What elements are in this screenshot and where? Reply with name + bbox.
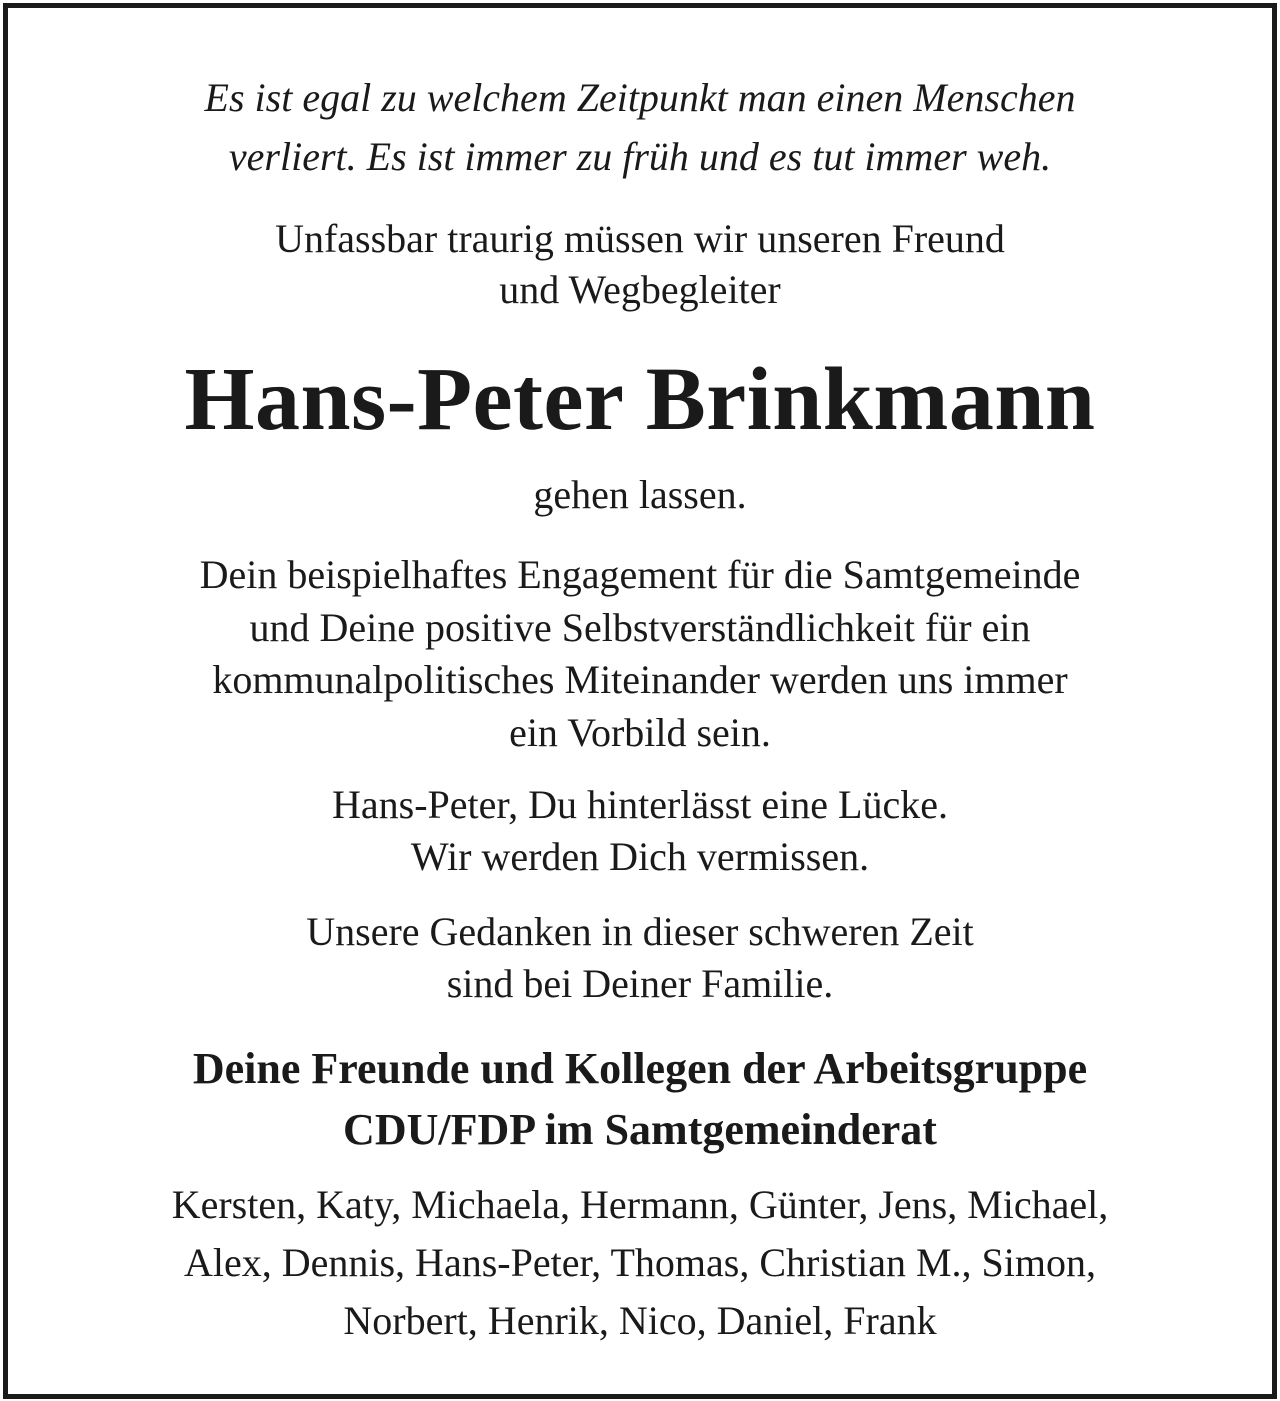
tribute-line: ein Vorbild sein.	[509, 709, 771, 755]
signature-line: Deine Freunde und Kollegen der Arbeitsgruppe	[192, 1044, 1088, 1093]
intro-line: Unfassbar traurig müssen wir unseren Freund	[275, 216, 1005, 261]
obituary-frame	[3, 3, 1277, 1399]
farewell-paragraph	[8, 779, 1272, 883]
condolence-line: sind bei Deiner Familie.	[446, 961, 834, 1006]
after-name-text: gehen lassen.	[533, 472, 747, 517]
intro-text	[8, 213, 1272, 315]
names-line: Alex, Dennis, Hans-Peter, Thomas, Christian M., Simon,	[183, 1240, 1097, 1285]
tribute-line: und Deine positive Selbstverständlichkeit für ein	[249, 604, 1031, 650]
names-line: Norbert, Henrik, Nico, Daniel, Frank	[343, 1298, 937, 1343]
quote-line: verliert. Es ist immer zu früh und es tut immer weh.	[228, 134, 1052, 179]
condolence-paragraph	[8, 906, 1272, 1010]
tribute-paragraph	[8, 549, 1272, 759]
farewell-line: Hans-Peter, Du hinterlässt eine Lücke.	[332, 782, 948, 827]
signature-group	[8, 1038, 1272, 1160]
farewell-line: Wir werden Dich vermissen.	[410, 834, 870, 879]
tribute-line: Dein beispielhaftes Engagement für die Samtgemeinde	[199, 552, 1081, 597]
intro-line: und Wegbegleiter	[499, 267, 781, 312]
signatory-names	[8, 1176, 1272, 1350]
deceased-name: Hans-Peter Brinkmann	[184, 350, 1096, 449]
signature-line: CDU/FDP im Samtgemeinderat	[343, 1105, 937, 1154]
condolence-line: Unsere Gedanken in dieser schweren Zeit	[306, 909, 974, 954]
opening-quote	[8, 68, 1272, 186]
obituary-content	[8, 8, 1272, 1394]
names-line: Kersten, Katy, Michaela, Hermann, Günter, Jens, Michael,	[171, 1182, 1109, 1227]
quote-line: Es ist egal zu welchem Zeitpunkt man einen Menschen	[204, 75, 1076, 120]
tribute-line: kommunalpolitisches Miteinander werden uns immer	[212, 657, 1068, 702]
